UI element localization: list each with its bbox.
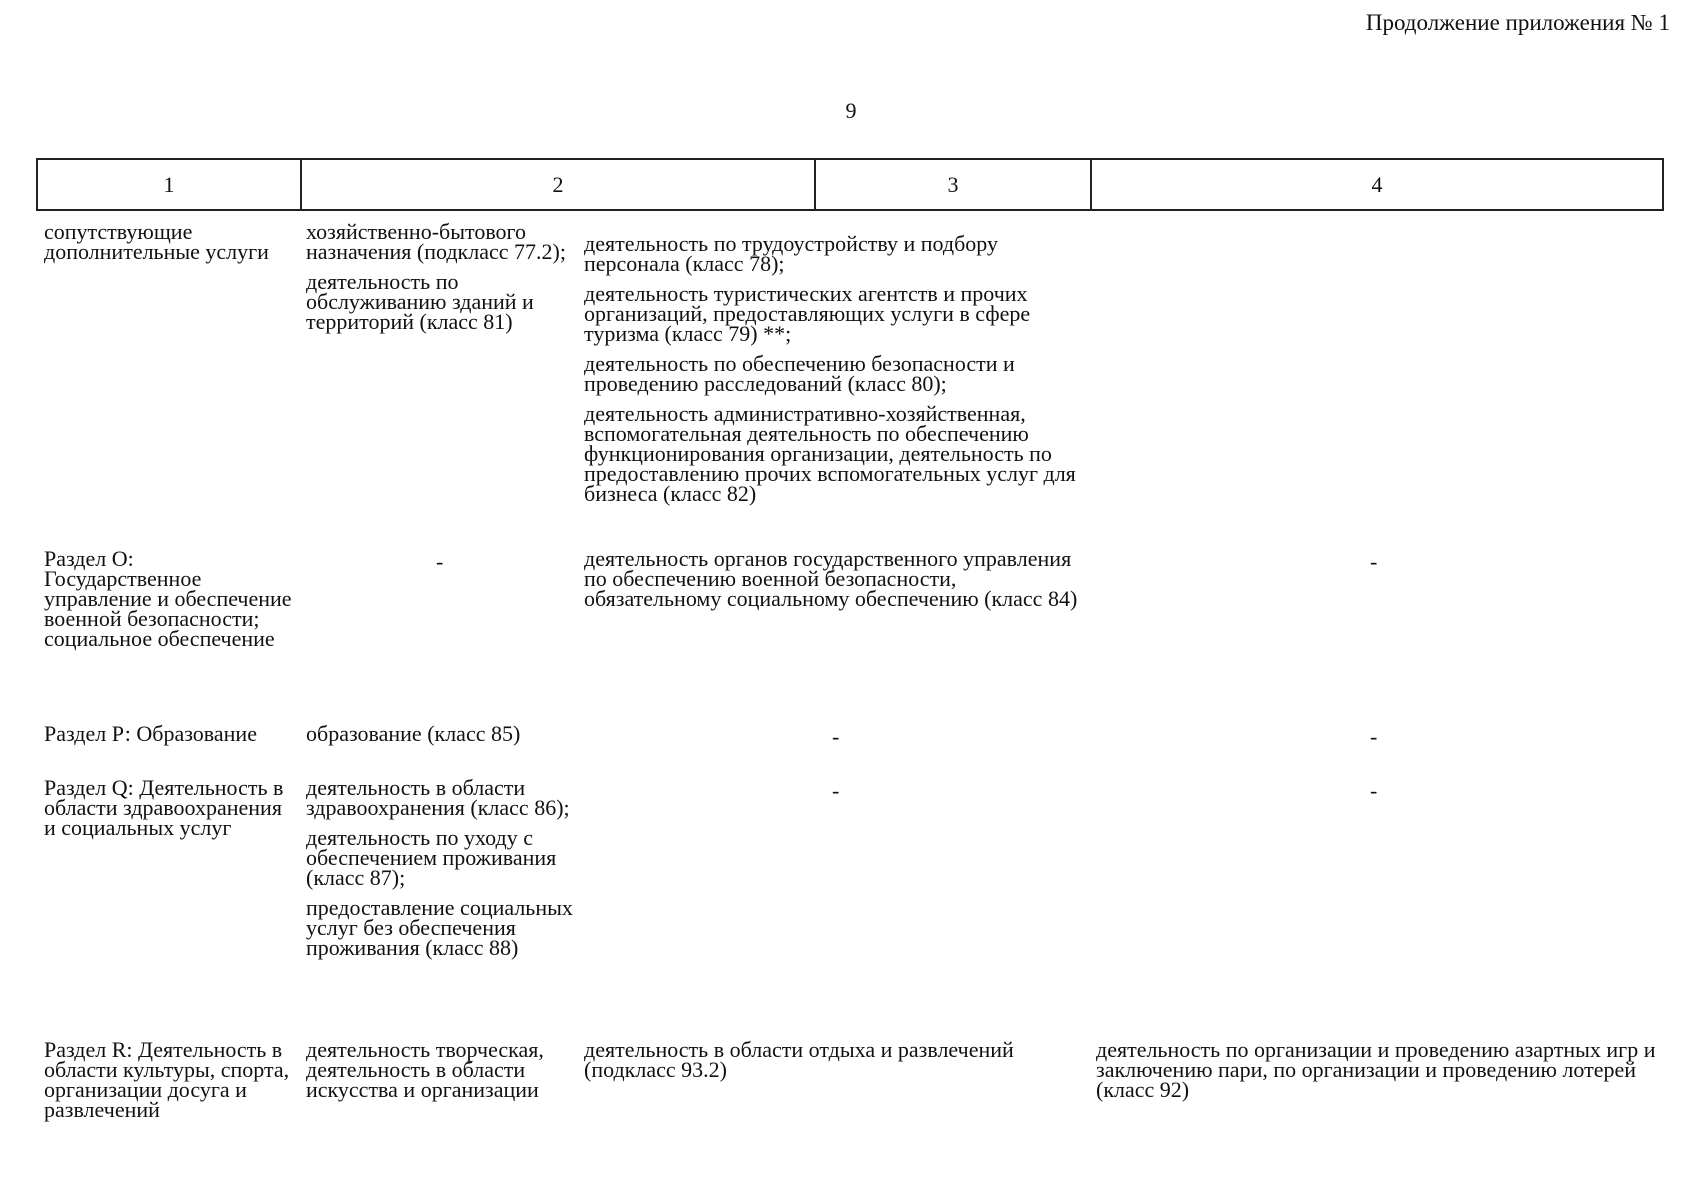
list-item: деятельность в области здравоохранения (класс 86); [306, 775, 570, 820]
header-col-4: 4 [1371, 171, 1383, 197]
row-heading: Раздел Р: Образование [44, 721, 257, 746]
list-item: деятельность по обслуживанию зданий и территорий (класс 81) [306, 269, 534, 334]
empty-dash: - [1370, 778, 1378, 803]
continuation-label: Продолжение приложения № 1 [1365, 10, 1670, 35]
row-col3 [584, 231, 1094, 514]
row-heading: Раздел Q: Деятельность в области здравоохранения и социальных услуг [44, 775, 284, 840]
list-item: деятельность по обеспечению безопасности и проведению расследований (класс 80); [584, 351, 1015, 396]
list-item: деятельность по уходу с обеспечением проживания (класс 87); [306, 825, 557, 890]
row-col2 [306, 1037, 576, 1110]
list-item: деятельность органов государственного управления по обеспечению военной безопасности, обязательному социальному обеспечению (класс 84) [584, 546, 1078, 611]
table-header [36, 158, 1664, 211]
list-item: деятельность административно-хозяйственная, вспомогательная деятельность по обеспечению функционирования организации, деятельность по предоставлению прочих вспомогательных услуг для бизнеса (класс 82) [584, 401, 1076, 506]
row-col3 [584, 1037, 1094, 1090]
list-item: хозяйственно-бытового назначения (подкласс 77.2); [306, 219, 566, 264]
row-col3 [584, 546, 1094, 619]
list-item: деятельность в области отдыха и развлечений (подкласс 93.2) [584, 1037, 1014, 1082]
empty-dash: - [832, 724, 840, 749]
list-item: образование (класс 85) [306, 721, 521, 746]
list-item: деятельность по трудоустройству и подбору персонала (класс 78); [584, 231, 998, 276]
row-heading: Раздел О: Государственное управление и обеспечение военной безопасности; социальное обеспечение [44, 546, 292, 651]
row-heading: Раздел R: Деятельность в области культуры, спорта, организации досуга и развлечений [44, 1037, 290, 1122]
header-col-2: 2 [302, 160, 816, 209]
empty-dash: - [1370, 724, 1378, 749]
empty-dash: - [1370, 549, 1378, 574]
empty-dash: - [436, 549, 444, 574]
header-col-1: 1 [38, 160, 302, 209]
row-col4: деятельность по организации и проведению азартных игр и заключению пари, по организации и проведению лотерей (класс 92) [1096, 1037, 1656, 1102]
row-col2 [306, 721, 576, 754]
row-col2 [306, 775, 576, 968]
list-item: предоставление социальных услуг без обеспечения проживания (класс 88) [306, 895, 573, 960]
list-item: деятельность туристических агентств и прочих организаций, предоставляющих услуги в сфере туризма (класс 79) **; [584, 281, 1031, 346]
list-item: деятельность творческая, деятельность в области искусства и организации [306, 1037, 544, 1102]
empty-dash: - [832, 778, 840, 803]
page-number: 9 [845, 98, 857, 123]
row-col2 [306, 219, 576, 342]
header-col-3: 3 [816, 160, 1092, 209]
row-heading: сопутствующие дополнительные услуги [44, 219, 269, 264]
